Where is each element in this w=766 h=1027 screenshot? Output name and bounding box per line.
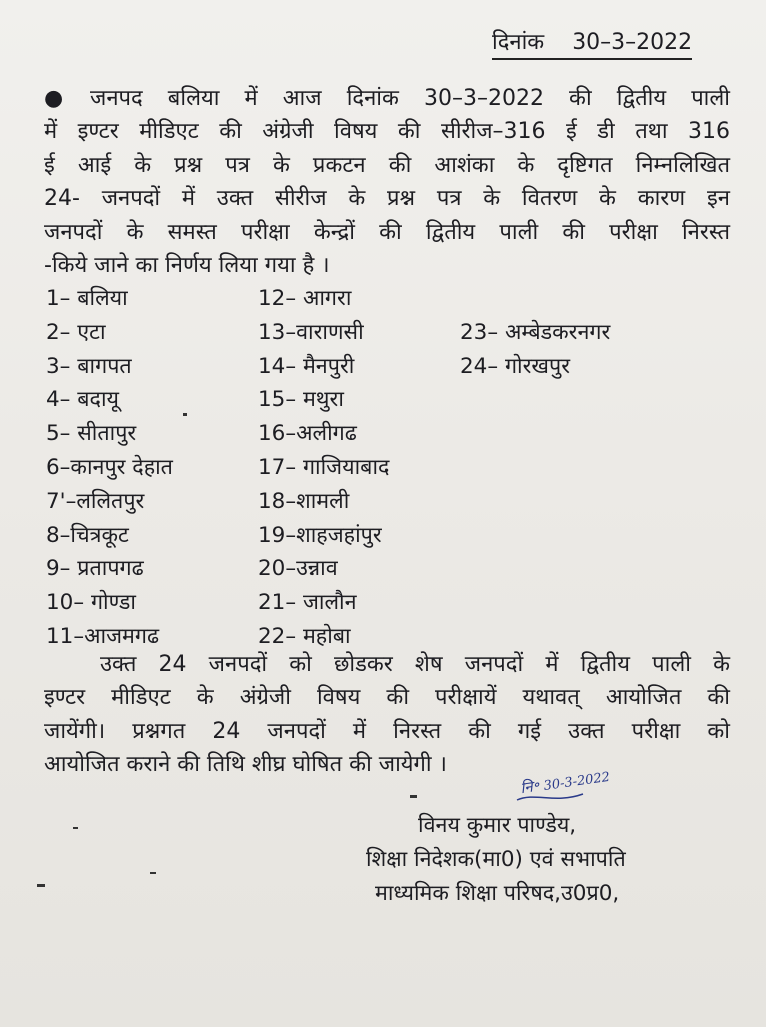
list-item: 8–चित्रकूट: [46, 522, 129, 548]
list-item: 15– मथुरा: [258, 387, 344, 413]
district-column-3: [460, 316, 610, 384]
list-item: 20–उन्नाव: [258, 556, 338, 582]
ink-speck: [150, 872, 156, 874]
ink-speck: [410, 795, 417, 798]
notice-paragraph-1: [44, 82, 730, 282]
list-item: 4– बदायू: [46, 387, 119, 413]
paragraph-line: ● जनपद बलिया में आज दिनांक 30–3–2022 की द्वितीय पाली: [44, 82, 730, 115]
district-column-1: [46, 282, 173, 654]
ink-speck: [73, 827, 78, 829]
paragraph-line: इण्टर मीडिएट के अंग्रेजी विषय की परीक्षायें यथावत् आयोजित की: [44, 685, 730, 711]
list-item: 24– गोरखपुर: [460, 353, 571, 379]
paragraph-line: जायेंगी। प्रश्नगत 24 जनपदों में निरस्त की गई उक्त परीक्षा को: [44, 718, 730, 744]
handwritten-mark: नि॰: [519, 776, 541, 798]
paragraph-line: आयोजित कराने की तिथि शीघ्र घोषित की जायेगी ।: [44, 752, 447, 778]
list-item: 6–कानपुर देहात: [46, 454, 173, 480]
list-item: 9– प्रतापगढ: [46, 556, 144, 582]
list-item: 10– गोण्डा: [46, 590, 136, 616]
list-item: 21– जालौन: [258, 590, 357, 616]
district-column-2: [258, 282, 389, 654]
paragraph-line: उक्त 24 जनपदों को छोडकर शेष जनपदों में द्वितीय पाली के: [100, 652, 730, 677]
list-item: 2– एटा: [46, 319, 106, 345]
list-item: 1– बलिया: [46, 286, 128, 311]
notice-paragraph-2: [44, 648, 730, 782]
list-item: 18–शामली: [258, 488, 350, 514]
signatory-designation: शिक्षा निदेशक(मा0) एवं सभापति: [366, 847, 626, 872]
paragraph-line: -किये जाने का निर्णय लिया गया है ।: [44, 253, 330, 279]
list-item: 3– बागपत: [46, 353, 132, 379]
ink-speck: [183, 413, 187, 416]
handwritten-date: 30-3-2022: [542, 769, 611, 794]
paragraph-line: में इण्टर मीडिएट की अंग्रेजी विषय की सीरीज–316 ई डी तथा 316: [44, 119, 730, 145]
signatory-office: माध्यमिक शिक्षा परिषद,उ0प्र0,: [375, 881, 620, 906]
district-list: [46, 282, 746, 649]
list-item: 14– मैनपुरी: [258, 353, 355, 379]
list-item: 12– आगरा: [258, 286, 352, 311]
list-item: 17– गाजियाबाद: [258, 454, 390, 480]
list-item: 5– सीतापुर: [46, 421, 137, 447]
paragraph-line: 24- जनपदों में उक्त सीरीज के प्रश्न पत्र के वितरण के कारण इन: [44, 186, 730, 212]
list-item: 13–वाराणसी: [258, 319, 364, 345]
list-item: 23– अम्बेडकरनगर: [460, 319, 611, 345]
ink-speck: [37, 884, 45, 887]
list-item: 16–अलीगढ: [258, 421, 357, 447]
paragraph-line: जनपदों के समस्त परीक्षा केन्द्रों की द्वितीय पाली की परीक्षा निरस्त: [44, 219, 730, 245]
list-item: 19–शाहजहांपुर: [258, 522, 382, 548]
list-item: 22– महोबा: [258, 623, 351, 649]
date-line: [492, 26, 692, 60]
bullet-icon: ●: [44, 86, 64, 111]
list-item: 11–आजमगढ: [46, 623, 160, 649]
date-value: 30–3–2022: [572, 30, 693, 55]
list-item: 7'–ललितपुर: [46, 488, 145, 514]
date-label: दिनांक: [492, 30, 545, 55]
paragraph-line: ई आई के प्रश्न पत्र के प्रकटन की आशंका के दृष्टिगत निम्नलिखित: [44, 152, 730, 178]
signatory-name: विनय कुमार पाण्डेय,: [418, 813, 577, 838]
signature-stroke-icon: [515, 790, 585, 804]
